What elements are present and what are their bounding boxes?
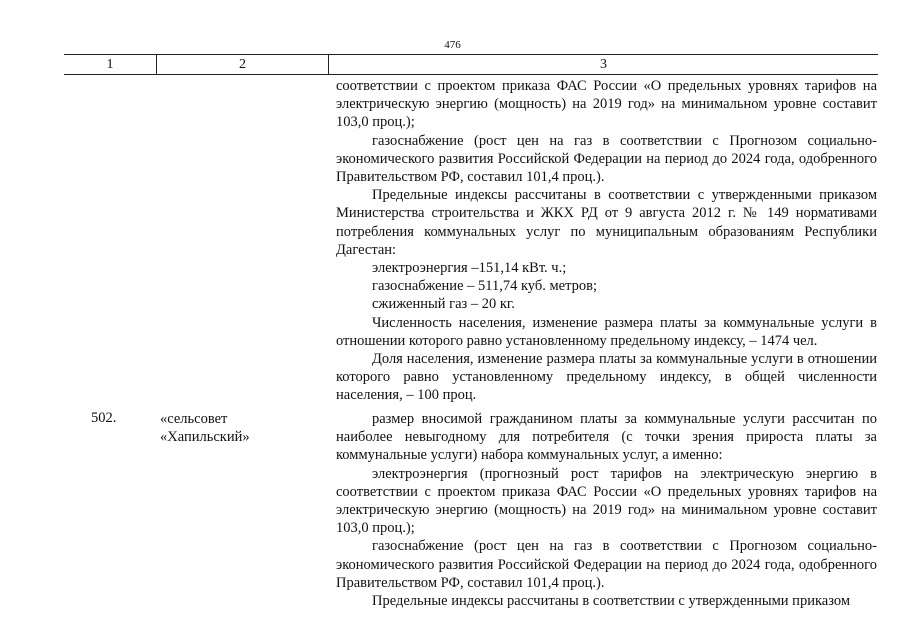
- paragraph: Предельные индексы рассчитаны в соответствии с утвержденными приказом: [372, 593, 851, 610]
- paragraph: электроэнергия –151,14 кВт. ч.;: [372, 260, 567, 277]
- table-header-row: [64, 54, 878, 75]
- paragraph: газоснабжение (рост цен на газ в соответствии с Прогнозом социально-экономического развития Российской Федерации на период до 2024 года, одобренного Правительством РФ, составил 101,4 проц.).: [336, 538, 877, 591]
- municipality-name: [160, 410, 320, 446]
- paragraph: соответствии с проектом приказа ФАС России «О предельных уровнях тарифов на электрическую энергию (мощность) на 2019 год» на минимальном уровне составит 103,0 проц.);: [336, 78, 877, 131]
- paragraph: газоснабжение – 511,74 куб. метров;: [372, 278, 597, 295]
- header-cell-2: 2: [156, 55, 328, 74]
- header-cell-1: 1: [106, 57, 114, 72]
- paragraph: Доля населения, изменение размера платы за коммунальные услуги в отношении которого равно установленному предельному индексу, в общей численности населения, – 100 проц.: [336, 351, 877, 404]
- paragraph: электроэнергия (прогнозный рост тарифов на электрическую энергию в соответствии с проектом приказа ФАС России «О предельных уровнях тарифов на электрическую энергию (мощность) на 2019 год» на минимальном уровне составит 103,0 проц.);: [336, 465, 877, 537]
- continued-row-text: [336, 77, 877, 405]
- paragraph: газоснабжение (рост цен на газ в соответствии с Прогнозом социально-экономического развития Российской Федерации на период до 2024 года, одобренного Правительством РФ, составил 101,4 проц.).: [336, 132, 877, 186]
- row-502-text: [336, 410, 877, 610]
- page-number: 476: [444, 39, 461, 51]
- paragraph: Предельные индексы рассчитаны в соответствии с утвержденными приказом Министерства строительства и ЖКХ РД от 9 августа 2012 г. № 149 нормативами потребления коммунальных услуг по муниципальным образованиям Республики Дагестан:: [336, 187, 877, 258]
- paragraph: Численность населения, изменение размера платы за коммунальные услуги в отношении которого равно установленному предельному индексу, – 1474 чел.: [336, 314, 877, 349]
- row-number: 502.: [91, 410, 117, 426]
- municipality-name-line: «Хапильский»: [160, 429, 250, 446]
- municipality-name-line: «сельсовет: [160, 411, 228, 427]
- paragraph: размер вносимой гражданином платы за коммунальные услуги рассчитан по наиболее невыгодному для потребителя (с точки зрения прироста платы за коммунальные услуги) набора коммунальных услуг, а именно:: [336, 411, 877, 464]
- header-cell-3: 3: [328, 55, 878, 74]
- paragraph: сжиженный газ – 20 кг.: [372, 296, 515, 313]
